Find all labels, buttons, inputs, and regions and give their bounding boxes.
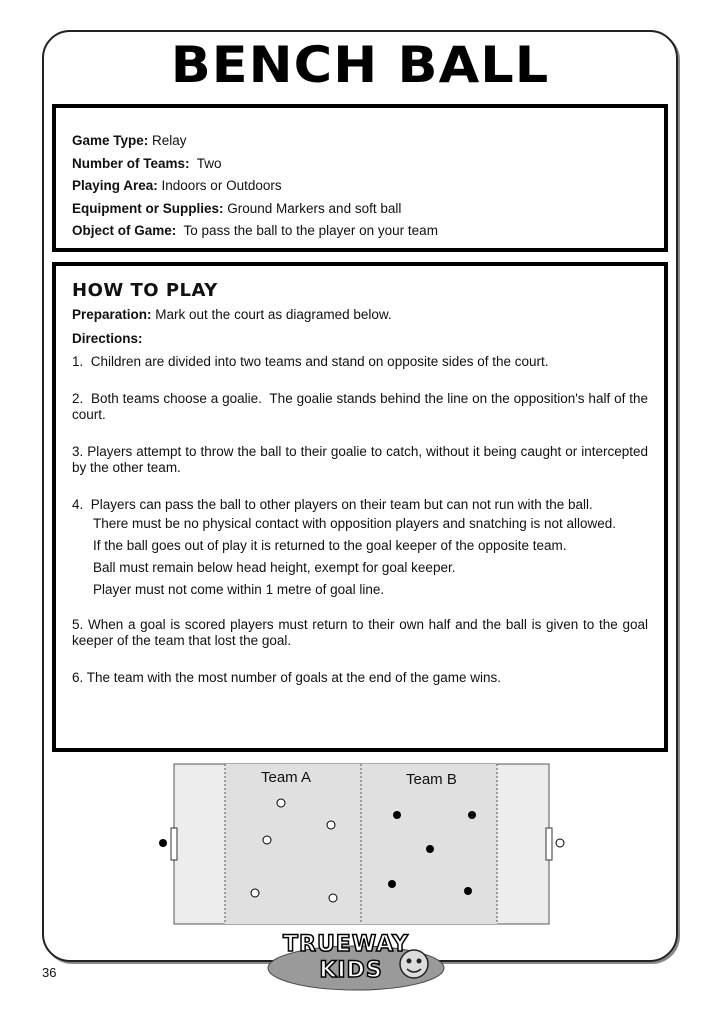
preparation-text bbox=[72, 307, 648, 323]
info-key: Equipment or Supplies: bbox=[72, 200, 224, 216]
court-svg bbox=[155, 762, 575, 927]
info-key: Playing Area: bbox=[72, 178, 158, 193]
step-4-sub-2: If the ball goes out of play it is returned to the goal keeper of the opposite team. bbox=[93, 538, 567, 553]
team-a-label: Team A bbox=[261, 769, 312, 786]
player-team-a bbox=[277, 799, 285, 807]
direction-step-2: 2. Both teams choose a goalie. The goalie stands behind the line on the opposition's half of the court. bbox=[72, 391, 652, 422]
info-key: Game Type: bbox=[72, 133, 149, 148]
player-team-b bbox=[468, 811, 476, 819]
direction-step-4-group bbox=[72, 497, 648, 601]
trueway-kids-logo bbox=[266, 928, 450, 998]
how-to-play-heading: HOW TO PLAY bbox=[72, 280, 218, 301]
player-team-a bbox=[327, 821, 335, 829]
player-team-b bbox=[393, 811, 401, 819]
direction-step-1: 1. Children are divided into two teams and stand on opposite sides of the court. bbox=[72, 354, 549, 369]
page-number: 36 bbox=[42, 965, 57, 980]
info-value: Relay bbox=[148, 133, 187, 148]
bench-left bbox=[171, 828, 177, 860]
direction-step-3: 3. Players attempt to throw the ball to their goalie to catch, without it being caught or intercepted by the other team. bbox=[72, 444, 648, 475]
page-title: BENCH BALL bbox=[170, 36, 550, 94]
goalie-team-b bbox=[159, 839, 167, 847]
player-team-b bbox=[388, 880, 396, 888]
direction-step-6: 6. The team with the most number of goals at the end of the game wins. bbox=[72, 670, 501, 685]
player-team-b bbox=[464, 887, 472, 895]
player-team-a bbox=[251, 889, 259, 897]
team-b-label: Team B bbox=[406, 771, 457, 788]
info-value: Indoors or Outdoors bbox=[157, 178, 282, 193]
step-4-sub-1: There must be no physical contact with opposition players and snatching is not allowed. bbox=[93, 516, 617, 531]
info-value: Ground Markers and soft ball bbox=[223, 200, 402, 216]
info-row-playing-area bbox=[72, 175, 648, 198]
court-diagram bbox=[155, 762, 575, 927]
info-key: Number of Teams: bbox=[72, 155, 190, 171]
info-row-game-type bbox=[72, 130, 648, 153]
info-key: Object of Game: bbox=[72, 223, 177, 238]
player-team-a bbox=[329, 894, 337, 902]
directions-label: Directions: bbox=[72, 331, 143, 346]
bench-right bbox=[546, 828, 552, 860]
preparation-value: Mark out the court as diagramed below. bbox=[151, 307, 392, 322]
player-team-a bbox=[263, 836, 271, 844]
preparation-key: Preparation: bbox=[72, 307, 152, 322]
info-value: Two bbox=[189, 155, 222, 171]
step-4-sub-3: Ball must remain below head height, exempt for goal keeper. bbox=[93, 560, 456, 575]
logo-text-kids: KIDS bbox=[319, 958, 383, 983]
info-row-equipment bbox=[72, 198, 648, 221]
logo-text-trueway: TRUEWAY bbox=[283, 932, 409, 957]
info-row-number-of-teams bbox=[72, 153, 648, 176]
info-value: To pass the ball to the player on your team bbox=[176, 223, 438, 238]
game-info-box bbox=[52, 104, 668, 252]
step-4-sub-4: Player must not come within 1 metre of goal line. bbox=[93, 582, 385, 597]
direction-step-5: 5. When a goal is scored players must return to their own half and the ball is given to the goal keeper of the team that lost the goal. bbox=[72, 617, 648, 648]
goalie-team-a bbox=[556, 839, 564, 847]
direction-step-4: 4. Players can pass the ball to other players on their team but can not run with the ball. bbox=[72, 497, 593, 512]
info-row-object bbox=[72, 220, 648, 243]
how-to-play-box bbox=[52, 262, 668, 752]
player-team-b bbox=[426, 845, 434, 853]
